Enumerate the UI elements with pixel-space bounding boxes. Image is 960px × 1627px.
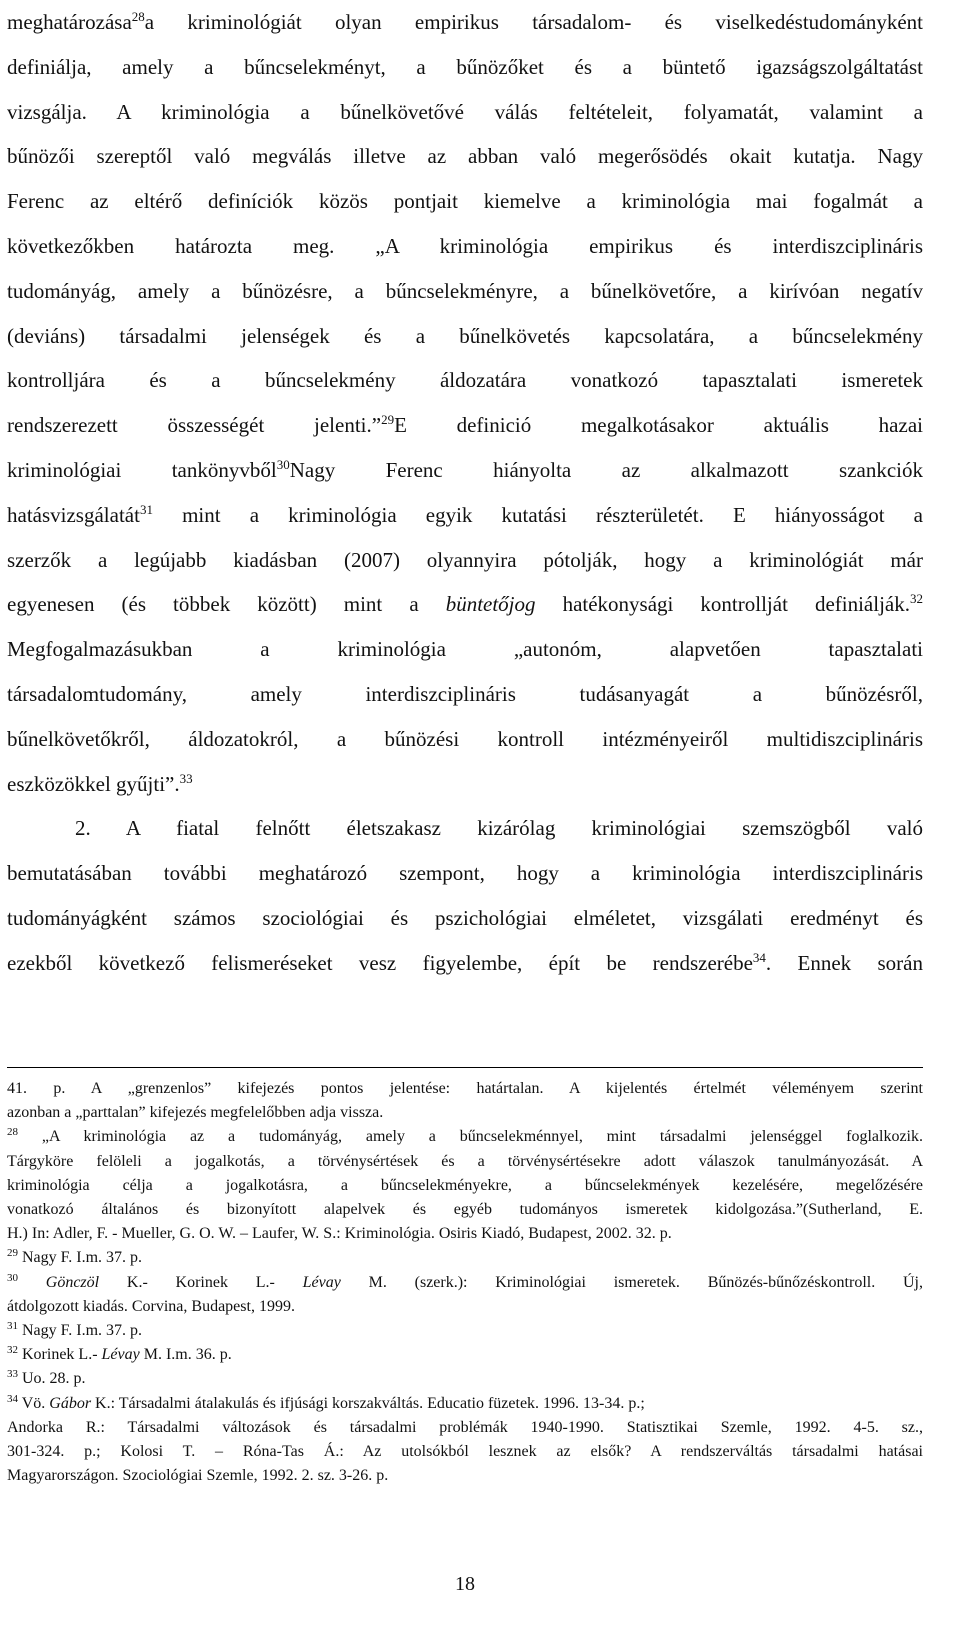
page-number: 18 [455, 1573, 475, 1595]
text-line: Ferenc az eltérő definíciók közös pontjait kiemelve a kriminológia mai fogalmát a [7, 189, 923, 214]
footnote-line: azonban a „parttalan” kifejezés megfelelőbben adja vissza. [7, 1104, 384, 1122]
footnote-ref[interactable]: 29 [381, 412, 395, 428]
footnote-ref[interactable]: 31 [139, 501, 153, 517]
text-line: (deviáns) társadalmi jelenségek és a bűnelkövetés kapcsolatára, a bűncselekmény [7, 323, 923, 348]
footnote-29: $^{29}$ Nagy F. I.m. 37. p. [7, 1247, 143, 1267]
text-line: ezekből következő felismeréseket vesz figyelembe, épít be rendszerébe$^{34}$. Ennek során [7, 949, 923, 975]
footnotes [7, 1077, 923, 1488]
footnote-line: Andorka R.: Társadalmi változások és társadalmi problémák 1940-1990. Statisztikai Szemle, 1992. 4-5. sz., [7, 1418, 923, 1436]
footnote-line: Magyarországon. Szociológiai Szemle, 1992. 2. sz. 3-26. p. [7, 1467, 389, 1485]
footnote-line: átdolgozott kiadás. Corvina, Budapest, 1999. [7, 1297, 295, 1315]
text-line: társadalomtudomány, amely interdiszciplináris tudásanyagát a bűnözésről, [7, 681, 923, 706]
footnote-line: H.) In: Adler, F. - Mueller, G. O. W. – Laufer, W. S.: Kriminológia. Osiris Kiadó, Budapest, 2002. 32. p. [7, 1225, 672, 1243]
text-line: kontrolljára és a bűncselekmény áldozatára vonatkozó tapasztalati ismeretek [7, 368, 923, 393]
footnote-30: $^{30}$ Gönczöl K.- Korinek L.- Lévay M. (szerk.): Kriminológiai ismeretek. Bűnözés-bűnőzéskontroll. Új, [7, 1271, 923, 1291]
text-line: definiálja, amely a bűncselekményt, a bűnözőket és a büntető igazságszolgáltatást [7, 54, 923, 79]
text-line: bűnelkövetőkről, áldozatokról, a bűnözési kontroll intézményeiről multidiszciplináris [7, 726, 923, 751]
footnote-line: kriminológia célja a jogalkotásra, a bűncselekményekre, a bűncselekmények kezelésére, megelőzésére [7, 1176, 923, 1194]
italic-term: büntetőjog [445, 592, 536, 617]
text-line: tudományágként számos szociológiai és pszichológiai elméletet, vizsgálati eredményt és [7, 905, 923, 930]
body-text [7, 0, 923, 986]
footnote-line: vonatkozó általános és bizonyított alapelvek és egyéb tudományos ismeretek kidolgozása.”(Sutherland, E. [7, 1201, 923, 1219]
document-page [7, 0, 923, 1595]
text-line: eszközökkel gyűjti”.$^{33}$ [7, 770, 193, 796]
footnote-line: 41. p. A „grenzenlos” kifejezés pontos jelentése: határtalan. A kijelentés értelmét véleményem szerint [7, 1080, 923, 1097]
text-line: szerzők a legújabb kiadásban (2007) olyannyira pótolják, hogy a kriminológiát már [7, 547, 923, 572]
footnote-ref[interactable]: 28 [131, 9, 145, 24]
text-line: bűnözői szereptől való megválás illetve az abban való megerősödés okait kutatja. Nagy [7, 144, 923, 169]
text-line: egyenesen (és többek között) mint a büntetőjog hatékonysági kontrollját definiálják.$^{32}$ [7, 591, 923, 617]
footnote-ref[interactable]: 30 [276, 456, 290, 472]
footnote-32: $^{32}$ Korinek L.- Lévay M. I.m. 36. p. [7, 1344, 232, 1364]
text-line: kriminológiai tankönyvből$^{30}$Nagy Ferenc hiányolta az alkalmazott szankciók [7, 456, 923, 482]
text-line: tudományág, amely a bűnözésre, a bűncselekményre, a bűnelkövetőre, a kirívóan negatív [7, 278, 923, 303]
footnote-ref[interactable]: 32 [910, 591, 923, 607]
text-line: következőkben határozta meg. „A kriminológia empirikus és interdiszciplináris [7, 233, 923, 258]
footnote-34: $^{34}$ Vö. Gábor K.: Társadalmi átalakulás és ifjúsági korszakváltás. Educatio füzetek. 1996. 13-34. p.; [7, 1392, 645, 1412]
footnote-line: Tárgyköre felöleli a jogalkotás, a törvénysértések és a törvénysértésekre adott válaszok tanulmányozását. A [7, 1152, 923, 1170]
footnote-28: $^{28}$ „A kriminológia az a tudományág, amely a bűncselekménnyel, mint társadalmi jelenséggel foglalkozik. [7, 1126, 923, 1146]
footnote-line: 301-324. p.; Kolosi T. – Róna-Tas Á.: Az utolsókból lesznek az elsők? A rendszerváltás társadalmi hatásai [7, 1443, 923, 1461]
footnote-separator [7, 1067, 923, 1068]
text-line: vizsgálja. A kriminológia a bűnelkövetővé válás feltételeit, folyamatát, valamint a [7, 99, 923, 124]
text-line: 2. A fiatal felnőtt életszakasz kizárólag kriminológiai szemszögből való [75, 816, 923, 841]
text-line: hatásvizsgálatát$^{31}$ mint a kriminológia egyik kutatási részterületét. E hiányosságot a [7, 501, 923, 527]
text-line: rendszerezett összességét jelenti.”$^{29}$E definició megalkotásakor aktuális hazai [7, 412, 923, 438]
footnote-33: $^{33}$ Uo. 28. p. [7, 1368, 86, 1388]
footnote-31: $^{31}$ Nagy F. I.m. 37. p. [7, 1320, 143, 1340]
text-line: Megfogalmazásukban a kriminológia „autonóm, alapvetően tapasztalati [7, 637, 923, 662]
text-line: bemutatásában további meghatározó szempont, hogy a kriminológia interdiszciplináris [7, 861, 923, 886]
footnote-ref[interactable]: 33 [179, 770, 193, 786]
text-line: meghatározása$^{28}$a kriminológiát olyan empirikus társadalom- és viselkedéstudományként [7, 9, 923, 34]
footnote-ref[interactable]: 34 [752, 949, 766, 965]
